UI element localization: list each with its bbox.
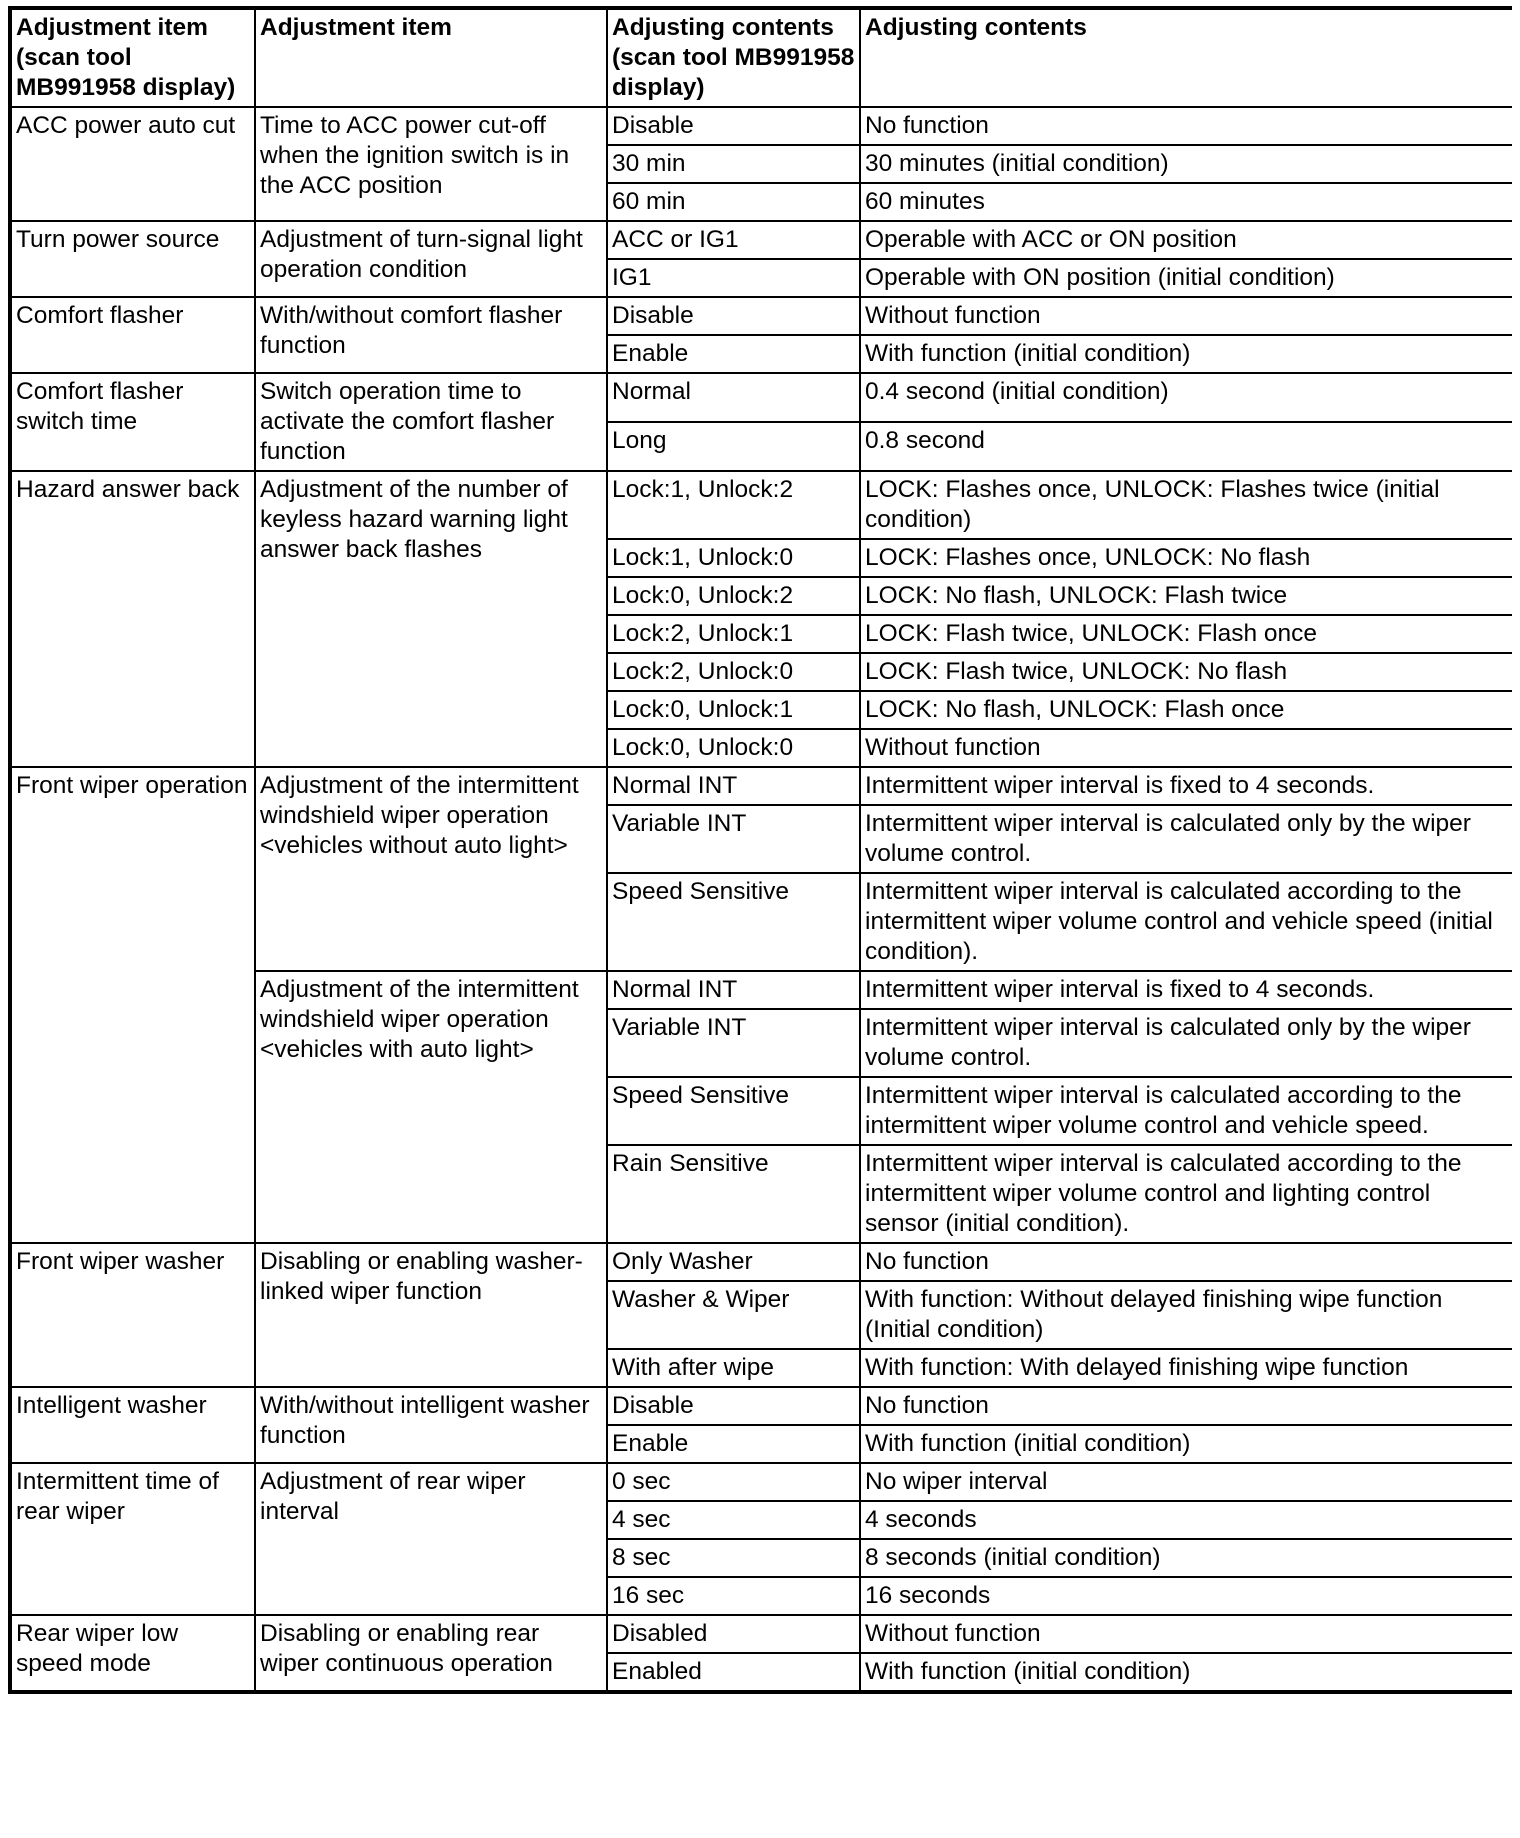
adjusting-content: 60 minutes [860,183,1512,221]
adjusting-content: LOCK: Flash twice, UNLOCK: No flash [860,653,1512,691]
adjusting-value: Speed Sensitive [607,1077,860,1145]
adjusting-value: Normal [607,373,860,422]
table-row [10,1615,1512,1653]
adjustment-table [8,6,1512,1694]
adjusting-content: 30 minutes (initial condition) [860,145,1512,183]
adjustment-item-description: Disabling or enabling washer-linked wiper function [255,1243,607,1387]
adjustment-item-description: Disabling or enabling rear wiper continuous operation [255,1615,607,1692]
header-adjustment-item-scan-tool: Adjustment item (scan tool MB991958 display) [10,8,255,107]
adjusting-value: Lock:1, Unlock:0 [607,539,860,577]
adjusting-content: Intermittent wiper interval is calculated only by the wiper volume control. [860,1009,1512,1077]
adjustment-item-name: Front wiper operation [10,767,255,1243]
adjusting-value: Enabled [607,1653,860,1692]
adjusting-value: Variable INT [607,805,860,873]
adjusting-content: Operable with ACC or ON position [860,221,1512,259]
adjusting-content: 0.4 second (initial condition) [860,373,1512,422]
adjusting-value: Normal INT [607,971,860,1009]
table-row [10,221,1512,259]
adjustment-item-name: Intermittent time of rear wiper [10,1463,255,1615]
adjusting-value: With after wipe [607,1349,860,1387]
table-body [10,107,1512,1692]
table-row [10,767,1512,805]
adjusting-content: Without function [860,729,1512,767]
adjusting-content: With function: With delayed finishing wipe function [860,1349,1512,1387]
adjusting-value: Disable [607,107,860,145]
adjusting-value: 30 min [607,145,860,183]
adjusting-value: Long [607,422,860,471]
adjusting-content: With function (initial condition) [860,1653,1512,1692]
adjusting-content: Intermittent wiper interval is fixed to 4 seconds. [860,971,1512,1009]
header-adjusting-contents-scan-tool: Adjusting contents (scan tool MB991958 display) [607,8,860,107]
adjusting-value: IG1 [607,259,860,297]
adjusting-value: Speed Sensitive [607,873,860,971]
adjusting-content: Intermittent wiper interval is calculated only by the wiper volume control. [860,805,1512,873]
adjusting-value: Enable [607,1425,860,1463]
adjusting-content: With function (initial condition) [860,335,1512,373]
adjusting-content: Operable with ON position (initial condition) [860,259,1512,297]
adjustment-item-description: With/without comfort flasher function [255,297,607,373]
adjusting-value: Enable [607,335,860,373]
adjusting-value: Lock:2, Unlock:1 [607,615,860,653]
document-page [8,6,1512,1832]
table-row [10,107,1512,145]
adjusting-content: LOCK: Flash twice, UNLOCK: Flash once [860,615,1512,653]
adjusting-content: No function [860,1243,1512,1281]
adjusting-value: 0 sec [607,1463,860,1501]
adjusting-content: Without function [860,297,1512,335]
adjustment-item-name: Rear wiper low speed mode [10,1615,255,1692]
adjusting-content: LOCK: Flashes once, UNLOCK: No flash [860,539,1512,577]
adjusting-content: 16 seconds [860,1577,1512,1615]
table-row [10,471,1512,539]
table-row [10,1387,1512,1425]
adjustment-item-name: Comfort flasher switch time [10,373,255,471]
table-row [10,1243,1512,1281]
adjustment-item-description: Adjustment of the number of keyless hazard warning light answer back flashes [255,471,607,767]
adjustment-item-description: Switch operation time to activate the comfort flasher function [255,373,607,471]
adjusting-content: Intermittent wiper interval is calculated according to the intermittent wiper volume control and vehicle speed. [860,1077,1512,1145]
adjusting-content: Intermittent wiper interval is calculated according to the intermittent wiper volume control and lighting control sensor (initial condition). [860,1145,1512,1243]
adjusting-value: Rain Sensitive [607,1145,860,1243]
adjusting-value: Lock:0, Unlock:0 [607,729,860,767]
adjusting-value: Disable [607,297,860,335]
adjusting-content: 8 seconds (initial condition) [860,1539,1512,1577]
adjusting-value: Lock:2, Unlock:0 [607,653,860,691]
adjusting-content: LOCK: No flash, UNLOCK: Flash twice [860,577,1512,615]
adjusting-value: Disabled [607,1615,860,1653]
table-row [10,1463,1512,1501]
adjusting-content: No wiper interval [860,1463,1512,1501]
adjustment-item-description: Adjustment of the intermittent windshield wiper operation <vehicles without auto light> [255,767,607,971]
header-adjusting-contents: Adjusting contents [860,8,1512,107]
adjusting-content: 0.8 second [860,422,1512,471]
adjusting-content: Without function [860,1615,1512,1653]
adjustment-item-name: Front wiper washer [10,1243,255,1387]
adjustment-item-name: Intelligent washer [10,1387,255,1463]
table-row [10,297,1512,335]
adjusting-content: Intermittent wiper interval is calculated according to the intermittent wiper volume control and vehicle speed (initial condition). [860,873,1512,971]
adjusting-value: ACC or IG1 [607,221,860,259]
header-adjustment-item: Adjustment item [255,8,607,107]
adjustment-item-name: Comfort flasher [10,297,255,373]
adjusting-content: With function: Without delayed finishing wipe function (Initial condition) [860,1281,1512,1349]
adjusting-value: 16 sec [607,1577,860,1615]
adjusting-value: 8 sec [607,1539,860,1577]
adjusting-value: Disable [607,1387,860,1425]
adjusting-content: 4 seconds [860,1501,1512,1539]
adjustment-item-name: Hazard answer back [10,471,255,767]
adjustment-item-name: Turn power source [10,221,255,297]
adjustment-item-description: Time to ACC power cut-off when the ignition switch is in the ACC position [255,107,607,221]
adjusting-content: No function [860,1387,1512,1425]
adjusting-content: LOCK: Flashes once, UNLOCK: Flashes twice (initial condition) [860,471,1512,539]
adjusting-value: 60 min [607,183,860,221]
table-row [10,373,1512,422]
adjusting-value: Variable INT [607,1009,860,1077]
adjusting-content: Intermittent wiper interval is fixed to 4 seconds. [860,767,1512,805]
adjusting-value: Lock:1, Unlock:2 [607,471,860,539]
adjusting-value: Lock:0, Unlock:1 [607,691,860,729]
header-row [10,8,1512,107]
adjustment-item-description: With/without intelligent washer function [255,1387,607,1463]
adjusting-value: Washer & Wiper [607,1281,860,1349]
adjusting-content: No function [860,107,1512,145]
adjusting-content: With function (initial condition) [860,1425,1512,1463]
adjusting-value: Lock:0, Unlock:2 [607,577,860,615]
adjustment-item-description: Adjustment of rear wiper interval [255,1463,607,1615]
adjusting-content: LOCK: No flash, UNLOCK: Flash once [860,691,1512,729]
adjustment-item-description: Adjustment of the intermittent windshield wiper operation <vehicles with auto light> [255,971,607,1243]
adjustment-item-name: ACC power auto cut [10,107,255,221]
adjustment-item-description: Adjustment of turn-signal light operation condition [255,221,607,297]
adjusting-value: Only Washer [607,1243,860,1281]
adjusting-value: Normal INT [607,767,860,805]
adjusting-value: 4 sec [607,1501,860,1539]
